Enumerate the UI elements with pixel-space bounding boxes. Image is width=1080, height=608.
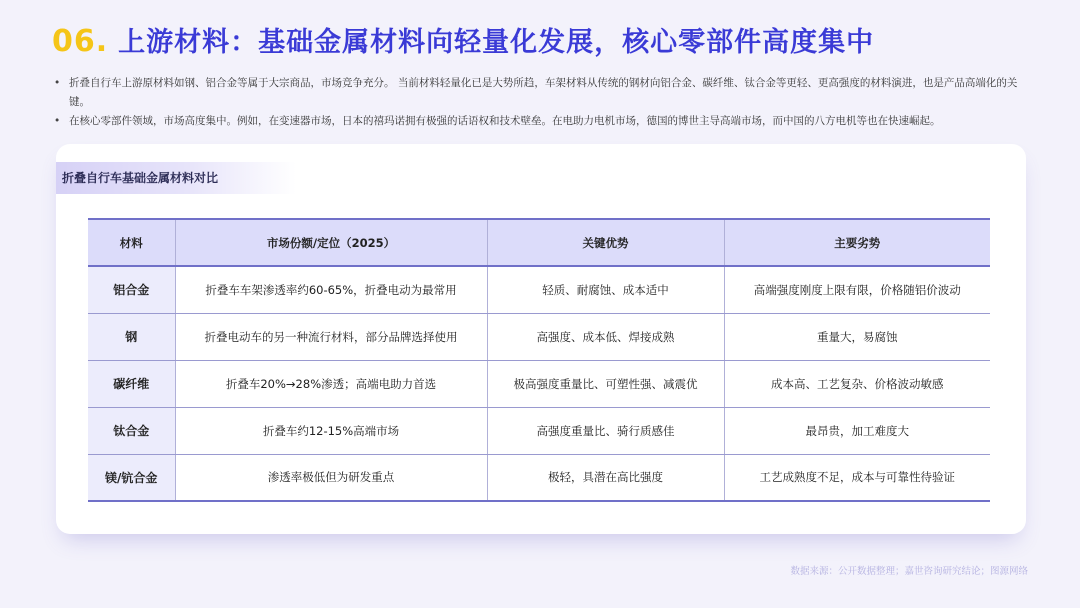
table-row [88,454,990,501]
table-row [88,266,990,313]
market-position-cell: 折叠车20%→28%渗透；高端电助力首选 [175,360,487,407]
advantage-cell: 高强度重量比、骑行质感佳 [487,407,724,454]
table-row [88,360,990,407]
advantage-cell: 高强度、成本低、焊接成熟 [487,313,724,360]
page-title: 上游材料：基础金属材料向轻量化发展，核心零部件高度集中 [118,27,875,58]
advantage-cell: 极轻，具潜在高比强度 [487,454,724,501]
bullet-item: • 折叠自行车上游原材料如钢、铝合金等属于大宗商品，市场竞争充分。 当前材料轻量化已是大势所趋，车架材料从传统的钢材向铝合金、碳纤维、钛合金等更轻、更高强度的材料演进，也是产品高端化的关键。 [52,74,1032,112]
column-header: 主要劣势 [724,219,990,266]
column-header: 市场份额/定位（2025） [175,219,487,266]
page-header [52,20,874,59]
section-number: 06. [52,24,109,59]
advantage-cell: 轻质、耐腐蚀、成本适中 [487,266,724,313]
disadvantage-cell: 成本高、工艺复杂、价格波动敏感 [724,360,990,407]
table-row [88,407,990,454]
disadvantage-cell: 重量大，易腐蚀 [724,313,990,360]
material-name-cell: 铝合金 [88,266,175,313]
materials-table [88,218,990,502]
material-name-cell: 钢 [88,313,175,360]
data-source-note: 数据来源：公开数据整理；嘉世咨询研究结论；图源网络 [790,566,1028,577]
column-header: 关键优势 [487,219,724,266]
disadvantage-cell: 高端强度刚度上限有限，价格随铝价波动 [724,266,990,313]
card-title: 折叠自行车基础金属材料对比 [56,162,296,194]
comparison-card [56,144,1026,534]
disadvantage-cell: 最昂贵，加工难度大 [724,407,990,454]
bullet-item: • 在核心零部件领域，市场高度集中。例如，在变速器市场，日本的禧玛诺拥有极强的话语权和技术壁垒。在电助力电机市场，德国的博世主导高端市场，而中国的八方电机等也在快速崛起。 [52,112,1032,131]
material-name-cell: 碳纤维 [88,360,175,407]
market-position-cell: 折叠车约12-15%高端市场 [175,407,487,454]
disadvantage-cell: 工艺成熟度不足，成本与可靠性待验证 [724,454,990,501]
material-name-cell: 钛合金 [88,407,175,454]
advantage-cell: 极高强度重量比、可塑性强、减震优 [487,360,724,407]
column-header: 材料 [88,219,175,266]
bullet-list [52,74,1032,131]
market-position-cell: 渗透率极低但为研发重点 [175,454,487,501]
market-position-cell: 折叠车车架渗透率约60-65%，折叠电动为最常用 [175,266,487,313]
material-name-cell: 镁/钪合金 [88,454,175,501]
market-position-cell: 折叠电动车的另一种流行材料，部分品牌选择使用 [175,313,487,360]
table-row [88,313,990,360]
table-header-row [88,219,990,266]
